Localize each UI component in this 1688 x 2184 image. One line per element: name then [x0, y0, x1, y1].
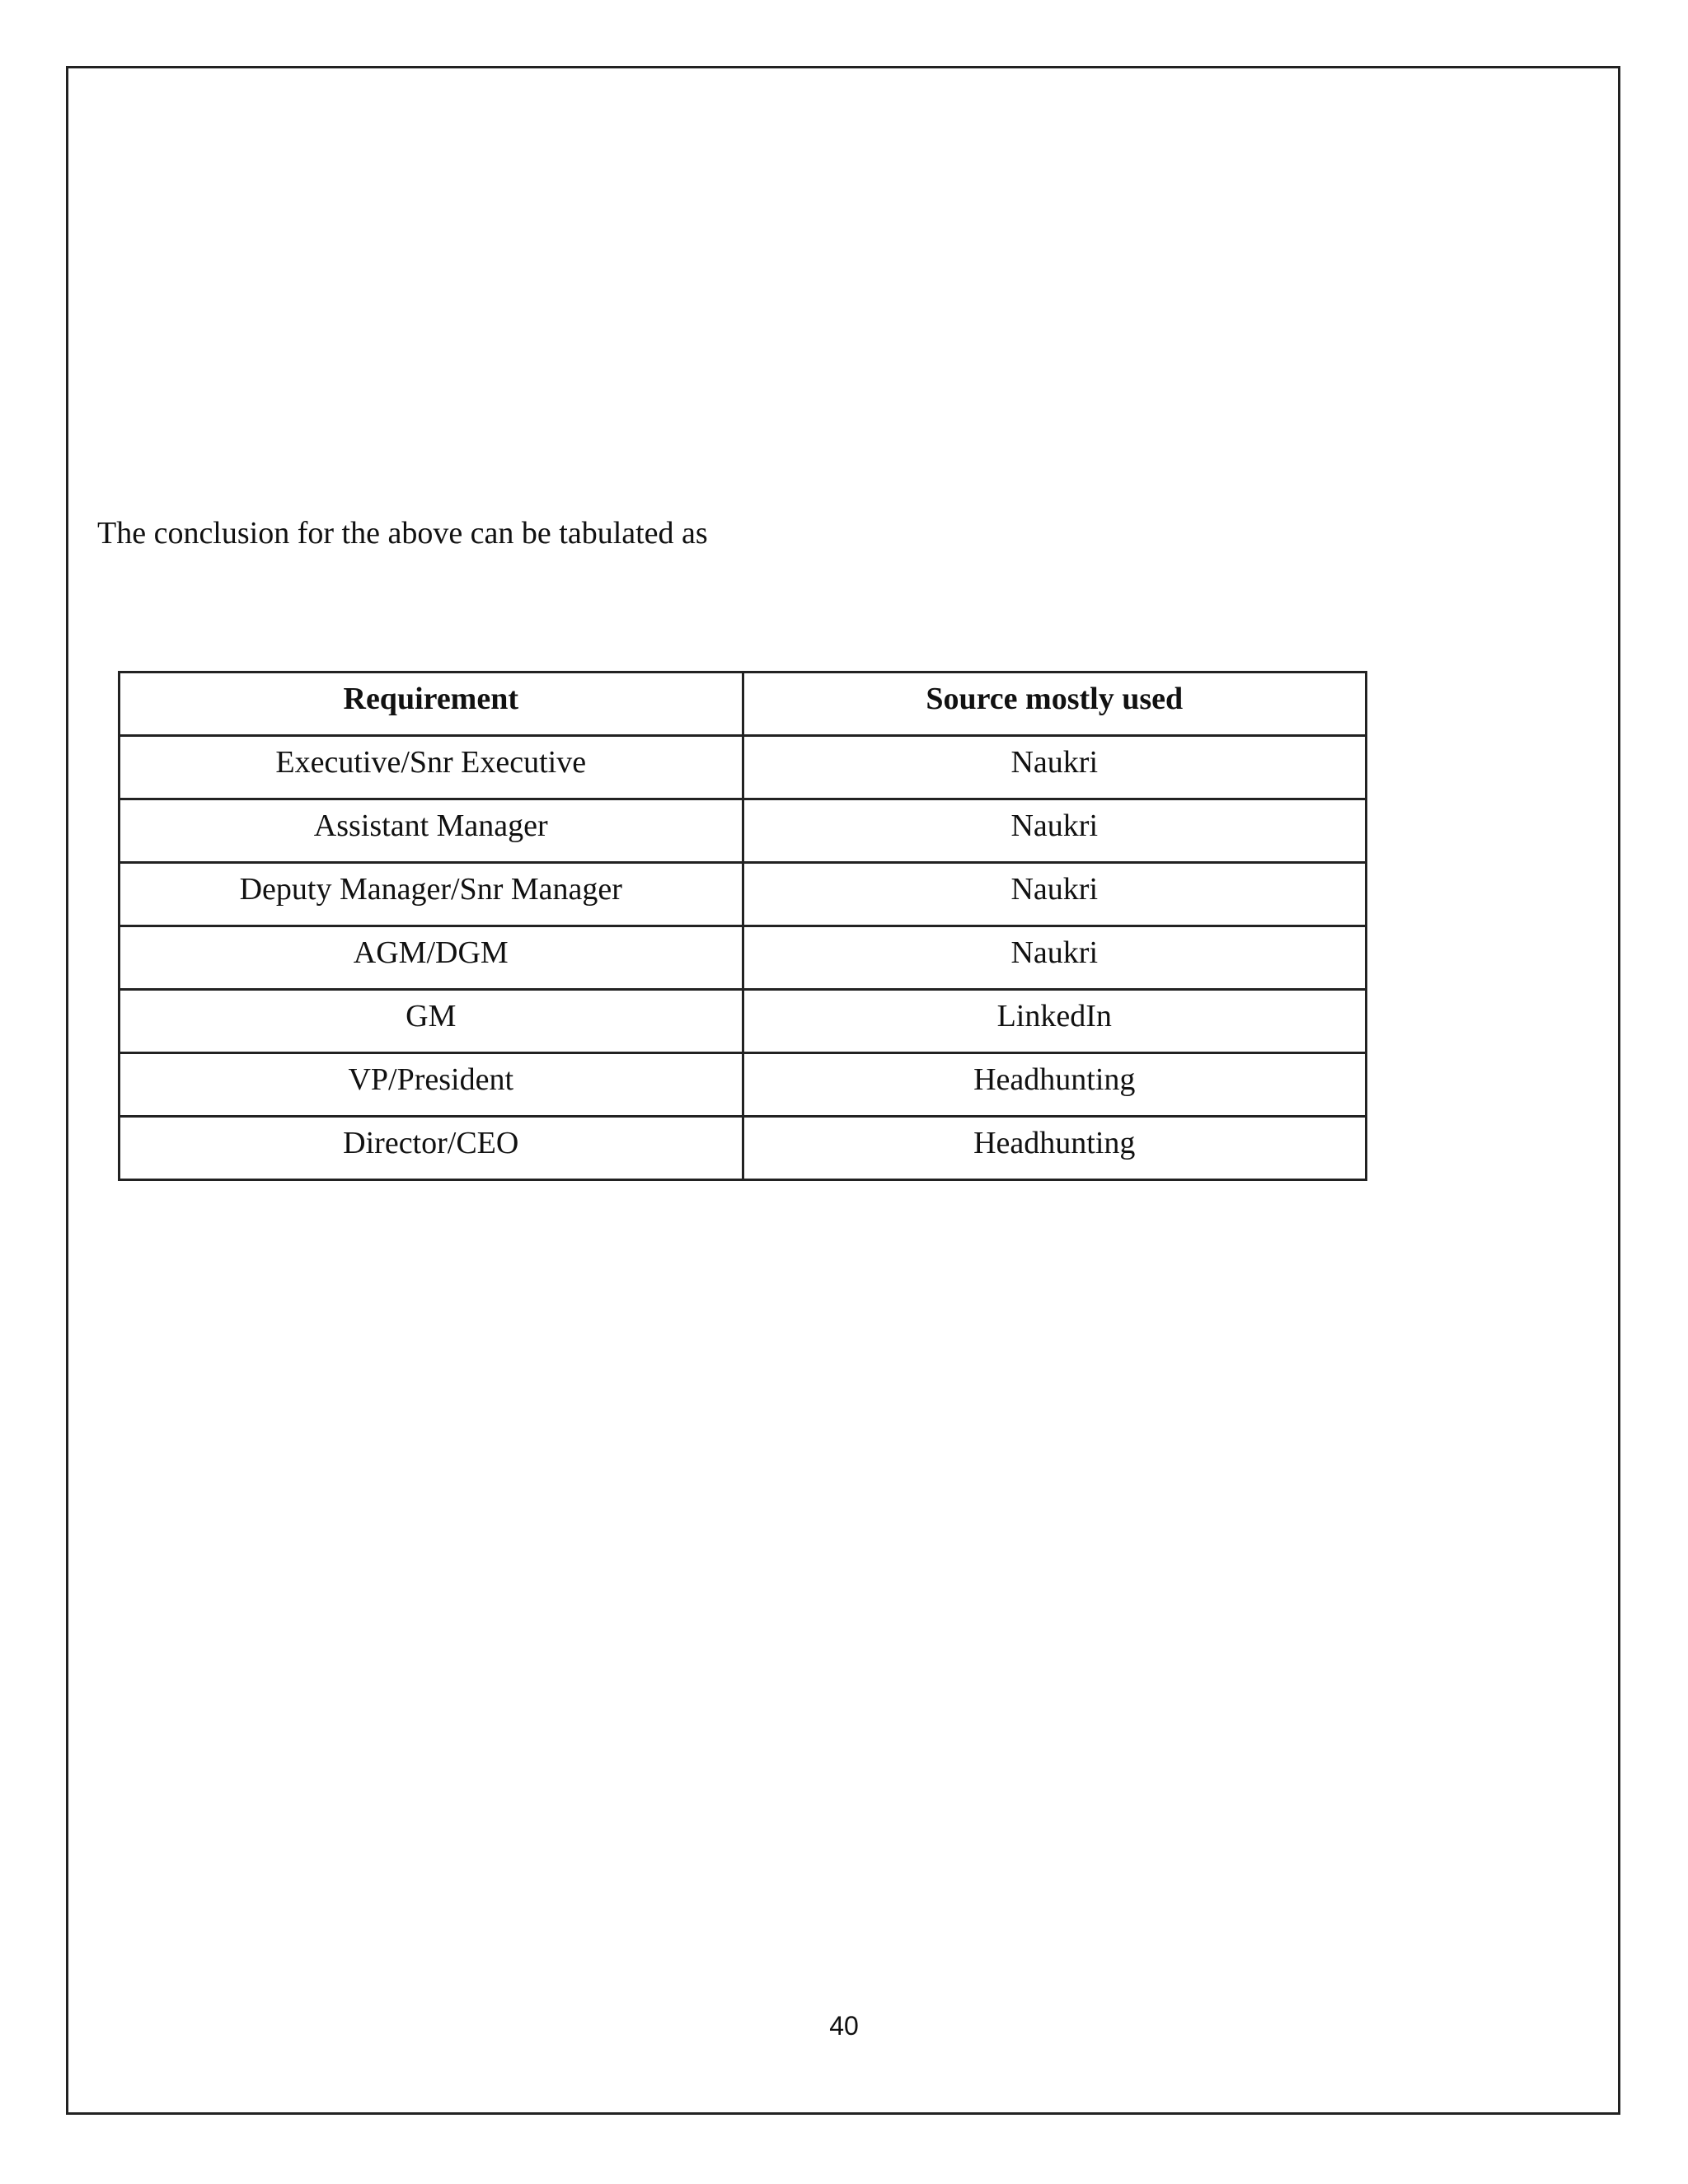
table-row [120, 1117, 1367, 1180]
table-row [120, 990, 1367, 1053]
cell-requirement: Assistant Manager [120, 799, 743, 863]
page-number: 40 [829, 2011, 859, 2041]
table-header-row [120, 673, 1367, 736]
table-row [120, 926, 1367, 990]
cell-source: Naukri [743, 926, 1367, 990]
cell-requirement: Director/CEO [120, 1117, 743, 1180]
table-row [120, 799, 1367, 863]
cell-source: Naukri [743, 799, 1367, 863]
cell-source: Headhunting [743, 1117, 1367, 1180]
cell-source: LinkedIn [743, 990, 1367, 1053]
cell-requirement: VP/President [120, 1053, 743, 1117]
table-row [120, 736, 1367, 799]
cell-source: Headhunting [743, 1053, 1367, 1117]
cell-source: Naukri [743, 736, 1367, 799]
requirement-source-table [118, 671, 1367, 1181]
cell-requirement: GM [120, 990, 743, 1053]
cell-requirement: AGM/DGM [120, 926, 743, 990]
cell-requirement: Executive/Snr Executive [120, 736, 743, 799]
header-requirement: Requirement [120, 673, 743, 736]
intro-paragraph: The conclusion for the above can be tabulated as [97, 516, 708, 551]
cell-requirement: Deputy Manager/Snr Manager [120, 863, 743, 926]
cell-source: Naukri [743, 863, 1367, 926]
table-row [120, 863, 1367, 926]
table-row [120, 1053, 1367, 1117]
header-source: Source mostly used [743, 673, 1367, 736]
